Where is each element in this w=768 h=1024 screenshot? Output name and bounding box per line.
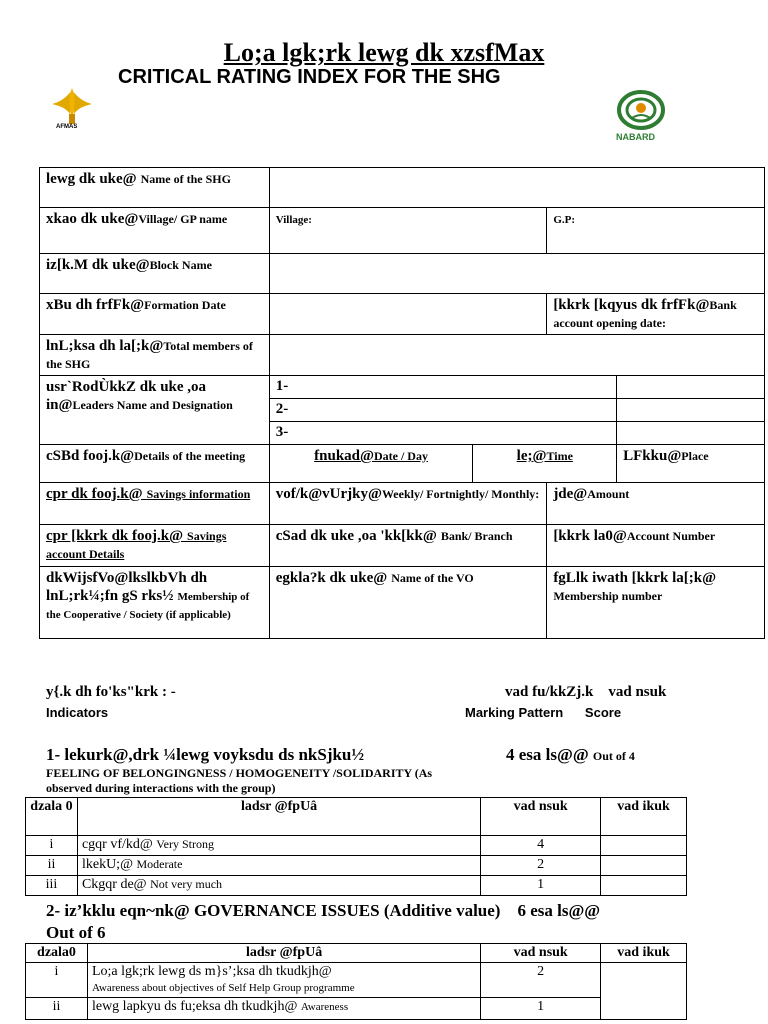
col-header-serial: dzala 0 [26, 798, 78, 836]
table-row: ii lewg lapkyu ds fu;eksa dh tkudkjh@ Awareness 1 [26, 998, 687, 1020]
formation-date-field[interactable] [269, 294, 547, 335]
shg-name-label: lewg dk uke@ Name of the SHG [40, 168, 270, 208]
shg-details-form [39, 167, 765, 639]
document-title-english: CRITICAL RATING INDEX FOR THE SHG [118, 66, 501, 88]
leader-row-3[interactable]: 3- [269, 422, 616, 445]
vo-name-field[interactable]: egkla?k dk uke@ Name of the VO [269, 567, 547, 639]
section-1-out-of: 4 esa ls@@ Out of 4 [506, 745, 635, 764]
gp-field[interactable]: G.P: [547, 208, 765, 254]
col-header-score: vad ikuk [601, 798, 687, 836]
total-members-field[interactable] [269, 335, 764, 376]
savings-amount-field[interactable]: jde@Amount [547, 483, 765, 525]
col-header-marks: vad nsuk [481, 798, 601, 836]
leader-row-3-designation[interactable] [617, 422, 765, 445]
leader-row-1[interactable]: 1- [269, 376, 616, 399]
leader-row-1-designation[interactable] [617, 376, 765, 399]
total-members-label: lnL;ksa dh la[;k@Total members of the SHG [40, 335, 270, 376]
savings-frequency-field[interactable]: vof/k@vUrjky@Weekly/ Fortnightly/ Monthly: [269, 483, 547, 525]
block-label: iz[k.M dk uke@Block Name [40, 254, 270, 294]
village-field[interactable]: Village: [269, 208, 547, 254]
score-input[interactable] [601, 876, 687, 896]
shg-name-field[interactable] [269, 168, 764, 208]
bank-open-date-field[interactable]: [kkrk [kqyus dk frfFk@Bank account opening date: [547, 294, 765, 335]
leader-row-2-designation[interactable] [617, 399, 765, 422]
village-label: xkao dk uke@Village/ GP name [40, 208, 270, 254]
savings-account-label: cpr [kkrk dk fooj.k@ Savings account Details [40, 525, 270, 567]
marking-score-header-english: Marking Pattern Score [465, 705, 622, 720]
col-header-indicator: ladsr @fpUâ [87, 944, 480, 963]
meeting-time-field[interactable]: le;@Time [473, 445, 617, 483]
section-1-table [25, 797, 687, 896]
meeting-date-field[interactable]: fnukad@Date / Day [269, 445, 473, 483]
document-title-hindi: Lo;a lgk;rk lewg dk xzsfMax [223, 38, 545, 67]
savings-label: cpr dk fooj.k@ Savings information [40, 483, 270, 525]
nabard-logo-label: NABARD [616, 132, 655, 142]
cooperative-label: dkWijsfVo@lkslkbVh dh lnL;rk¼;fn gS rks½ Membership of the Cooperative / Society (if applicable) [40, 567, 270, 639]
section-2-table [25, 943, 687, 1020]
col-header-score: vad ikuk [601, 944, 687, 963]
table-row: i cgqr vf/kd@ Very Strong 4 [26, 836, 687, 856]
section-1-subtitle: FEELING OF BELONGINGNESS / HOMOGENEITY /SOLIDARITY (As observed during interactions with the group) [46, 766, 433, 795]
score-input[interactable] [601, 856, 687, 876]
col-header-serial: dzala0 [26, 944, 88, 963]
account-number-field[interactable]: [kkrk la0@Account Number [547, 525, 765, 567]
marking-score-header-hindi: vad fu/kkZj.k vad nsuk [505, 684, 667, 700]
leaders-label: usr`RodÙkkZ dk uke ,oa in@Leaders Name and Designation [40, 376, 270, 445]
indicators-label-hindi: y{.k dh fo'ks"krk : - [46, 684, 176, 700]
section-1-title: 1- lekurk@,drk ¼lewg voyksdu ds nkSjku½ [46, 745, 365, 764]
meeting-place-field[interactable]: LFkku@Place [617, 445, 765, 483]
afmas-logo-label: AFMAS [56, 124, 78, 130]
block-field[interactable] [269, 254, 764, 294]
score-input[interactable] [601, 836, 687, 856]
table-row: i Lo;a lgk;rk lewg ds m}s’;ksa dh tkudkjh@ Awareness about objectives of Self Help Group programme 2 [26, 963, 687, 998]
formation-date-label: xBu dh frfFk@Formation Date [40, 294, 270, 335]
table-row: ii lkekU;@ Moderate 2 [26, 856, 687, 876]
indicators-label-english: Indicators [46, 705, 109, 720]
vo-membership-field[interactable]: fgLlk iwath [kkrk la[;k@ Membership number [547, 567, 765, 639]
bank-branch-field[interactable]: cSad dk uke ,oa 'kk[kk@ Bank/ Branch [269, 525, 547, 567]
meeting-label: cSBd fooj.k@Details of the meeting [40, 445, 270, 483]
section-2-title: 2- iz’kklu eqn~nk@ GOVERNANCE ISSUES (Additive value) 6 esa ls@@ Out of 6 [46, 901, 601, 942]
leader-row-2[interactable]: 2- [269, 399, 616, 422]
table-row: iii Ckgqr de@ Not very much 1 [26, 876, 687, 896]
col-header-indicator: ladsr @fpUâ [77, 798, 480, 836]
col-header-marks: vad nsuk [481, 944, 601, 963]
score-input[interactable] [601, 963, 687, 1020]
